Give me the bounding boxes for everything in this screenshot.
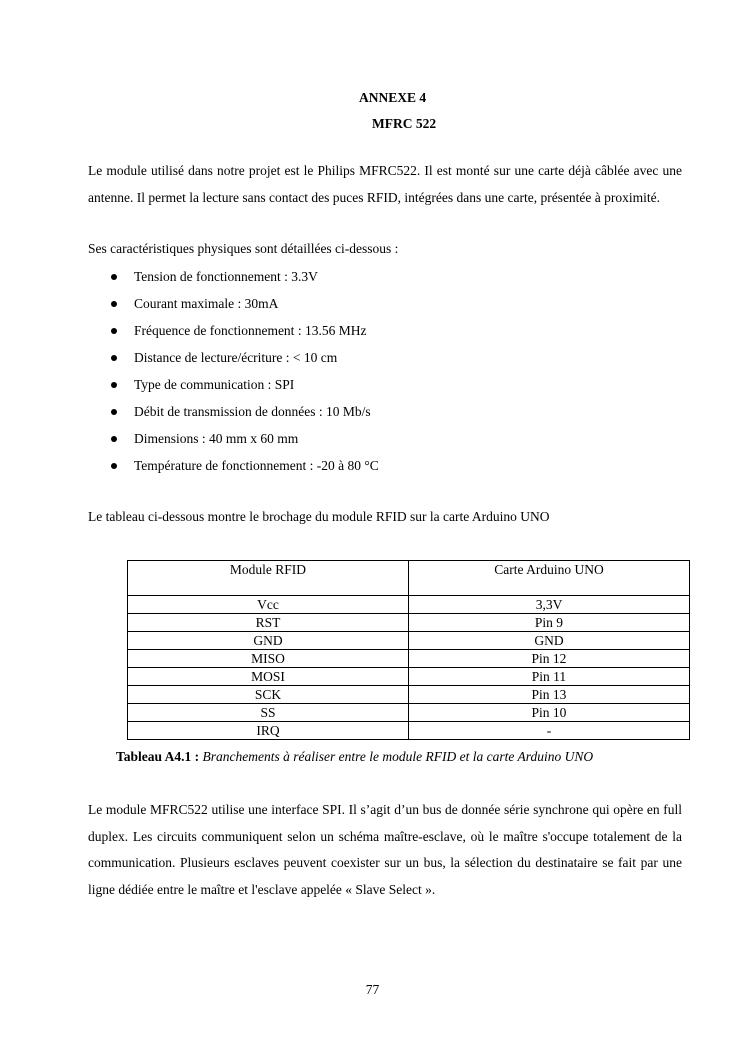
table-row	[128, 632, 690, 650]
module-pin-cell: IRQ	[128, 722, 409, 740]
table-row	[128, 596, 690, 614]
table-row	[128, 650, 690, 668]
list-item: Type de communication : SPI	[88, 371, 379, 398]
arduino-pin-cell: Pin 11	[409, 668, 690, 686]
bullet-icon	[111, 355, 117, 361]
header-arduino-uno: Carte Arduino UNO	[409, 561, 690, 596]
module-pin-cell: SCK	[128, 686, 409, 704]
annex-title: ANNEXE 4	[359, 90, 427, 105]
arduino-pin-cell: GND	[409, 632, 690, 650]
list-item: Distance de lecture/écriture : < 10 cm	[88, 344, 379, 371]
characteristics-lead: Ses caractéristiques physiques sont détaillées ci-dessous :	[88, 241, 399, 256]
bullet-icon	[111, 409, 117, 415]
table-row	[128, 704, 690, 722]
list-item: Débit de transmission de données : 10 Mb/s	[88, 398, 379, 425]
table-caption	[116, 749, 593, 765]
bullet-icon	[111, 382, 117, 388]
caption-text: Branchements à réaliser entre le module RFID et la carte Arduino UNO	[202, 749, 594, 764]
table-header-row	[128, 561, 690, 596]
list-item: Dimensions : 40 mm x 60 mm	[88, 425, 379, 452]
bullet-icon	[111, 274, 117, 280]
list-item: Fréquence de fonctionnement : 13.56 MHz	[88, 317, 379, 344]
page-number: 77	[365, 982, 380, 997]
annex-subtitle: MFRC 522	[372, 116, 437, 131]
table-row	[128, 668, 690, 686]
header-module-rfid: Module RFID	[128, 561, 409, 596]
bullet-icon	[111, 463, 117, 469]
table-intro: Le tableau ci-dessous montre le brochage du module RFID sur la carte Arduino UNO	[88, 509, 550, 524]
module-pin-cell: RST	[128, 614, 409, 632]
spi-paragraph: Le module MFRC522 utilise une interface SPI. Il s’agit d’un bus de donnée série synchrone qui opère en full duplex. Les circuits communiquent selon un schéma maître-esclave, où le maître s'occupe totalement de la communication. Plusieurs esclaves peuvent coexister sur un bus, la sélection du destinataire se fait par une ligne dédiée entre le maître et l'esclave appelée « Slave Select ».	[88, 802, 682, 897]
list-item: Température de fonctionnement : -20 à 80 °C	[88, 452, 379, 479]
caption-label: Tableau A4.1 :	[116, 749, 200, 764]
module-pin-cell: Vcc	[128, 596, 409, 614]
bullet-icon	[111, 328, 117, 334]
table-row	[128, 686, 690, 704]
arduino-pin-cell: Pin 10	[409, 704, 690, 722]
characteristics-list	[88, 263, 379, 479]
table-row	[128, 614, 690, 632]
arduino-pin-cell: Pin 9	[409, 614, 690, 632]
intro-paragraph: Le module utilisé dans notre projet est le Philips MFRC522. Il est monté sur une carte déjà câblée avec une antenne. Il permet la lecture sans contact des puces RFID, intégrées dans une carte, présentée à proximité.	[88, 163, 682, 205]
module-pin-cell: GND	[128, 632, 409, 650]
module-pin-cell: MOSI	[128, 668, 409, 686]
arduino-pin-cell: Pin 12	[409, 650, 690, 668]
module-pin-cell: SS	[128, 704, 409, 722]
bullet-icon	[111, 436, 117, 442]
bullet-icon	[111, 301, 117, 307]
pinout-table	[127, 560, 690, 740]
table-row	[128, 722, 690, 740]
module-pin-cell: MISO	[128, 650, 409, 668]
list-item: Courant maximale : 30mA	[88, 290, 379, 317]
arduino-pin-cell: Pin 13	[409, 686, 690, 704]
list-item: Tension de fonctionnement : 3.3V	[88, 263, 379, 290]
arduino-pin-cell: 3,3V	[409, 596, 690, 614]
arduino-pin-cell: -	[409, 722, 690, 740]
